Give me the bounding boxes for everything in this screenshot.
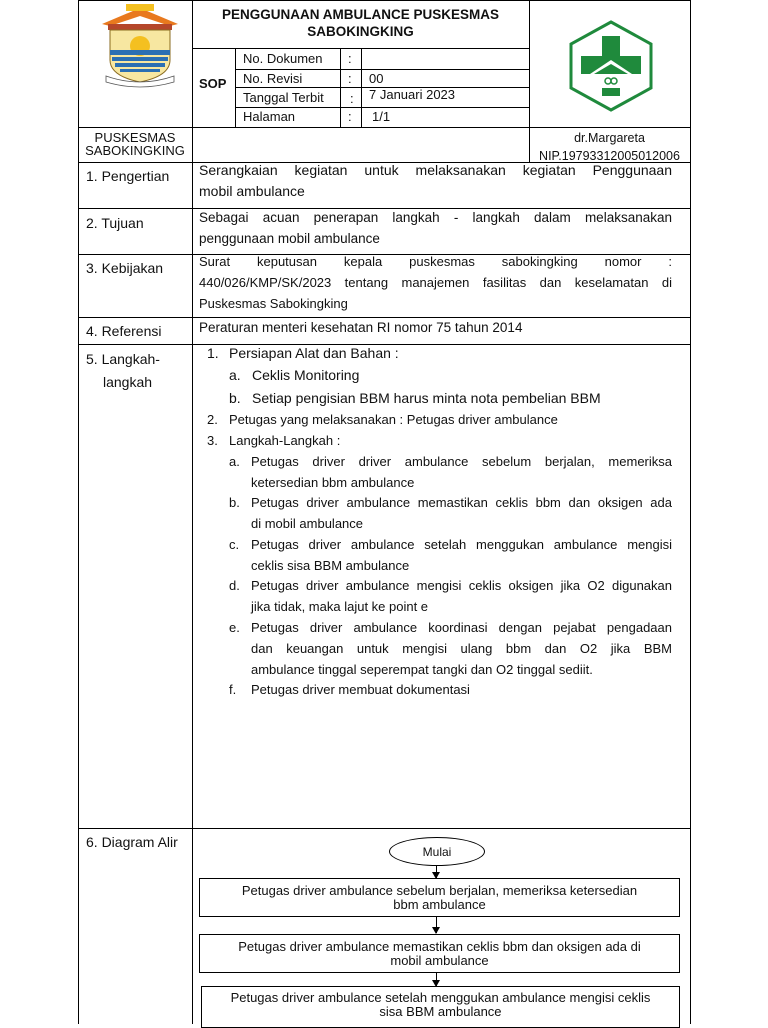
section-label-tujuan: 2. Tujuan (86, 215, 144, 231)
tujuan-text: Sebagai acuan penerapan langkah - langkah dalam melaksanakan penggunaan mobil ambulance (199, 210, 672, 246)
meta-label-tanggal-terbit: Tanggal Terbit (243, 90, 324, 105)
step-text: Setiap pengisian BBM harus minta nota pembelian BBM (252, 390, 601, 406)
step-number: 2. (207, 412, 218, 427)
step-text: Persiapan Alat dan Bahan : (229, 345, 399, 361)
puskesmas-logo (568, 20, 654, 112)
section-label-referensi: 4. Referensi (86, 323, 162, 339)
city-emblem-logo (98, 2, 182, 88)
sop-label: SOP (199, 76, 227, 91)
flowchart-process-box: Petugas driver ambulance sebelum berjalan, memeriksa ketersedian bbm ambulance (199, 878, 680, 917)
step-number: a. (229, 367, 241, 383)
section-label-kebijakan: 3. Kebijakan (86, 260, 164, 276)
meta-label-halaman: Halaman (243, 109, 296, 124)
signer-name: dr.Margareta (574, 131, 645, 145)
flowchart-process-box: Petugas driver ambulance setelah menggukan ambulance mengisi ceklis sisa BBM ambulance (201, 986, 680, 1028)
flowchart-process-box: Petugas driver ambulance memastikan ceklis bbm dan oksigen ada di mobil ambulance (199, 934, 680, 973)
step-text: Ceklis Monitoring (252, 367, 360, 383)
meta-value-tanggal-terbit: 7 Januari 2023 (369, 87, 456, 102)
meta-sep: : (348, 71, 352, 86)
step-number: 3. (207, 433, 218, 448)
section-label-langkah-line1: 5. Langkah- (86, 351, 160, 367)
section-label-langkah-line2: langkah (103, 374, 153, 390)
meta-sep: : (348, 109, 352, 124)
meta-value-halaman: 1/1 (372, 109, 391, 124)
flow-arrow (436, 917, 437, 933)
meta-sep: : (348, 51, 352, 66)
referensi-text: Peraturan menteri kesehatan RI nomor 75 tahun 2014 (199, 320, 523, 335)
meta-label-no-revisi: No. Revisi (243, 71, 303, 86)
document-title-line2: SABOKINGKING (307, 24, 414, 39)
signer-nip: NIP.19793312005012006 (539, 149, 680, 163)
kebijakan-text: Surat keputusan kepala puskesmas sabokingking nomor : 440/026/KMP/SK/2023 tentang manajemen fasilitas dan keselamatan di Puskesmas Sabokingking (199, 254, 672, 311)
step-text: Langkah-Langkah : (229, 433, 341, 448)
section-label-pengertian: 1. Pengertian (86, 168, 170, 184)
flow-arrow (436, 865, 437, 878)
document-title-line1: PENGGUNAAN AMBULANCE PUSKESMAS (221, 7, 499, 22)
org-name-line1: PUSKESMAS (94, 130, 176, 145)
step-text: Petugas yang melaksanakan : Petugas driver ambulance (229, 412, 558, 427)
flowchart-start-node: Mulai (389, 837, 485, 866)
org-name-line2: SABOKINGKING (85, 143, 185, 158)
section-label-diagram-alir: 6. Diagram Alir (86, 834, 178, 850)
step-number: b. (229, 390, 241, 406)
meta-sep: : (350, 91, 354, 106)
flow-arrow (436, 973, 437, 986)
step-number: 1. (207, 345, 219, 361)
meta-value-no-revisi: 00 (369, 71, 384, 86)
pengertian-text: Serangkaian kegiatan untuk melaksanakan kegiatan Penggunaan mobil ambulance (199, 162, 672, 199)
meta-label-no-dokumen: No. Dokumen (243, 51, 323, 66)
